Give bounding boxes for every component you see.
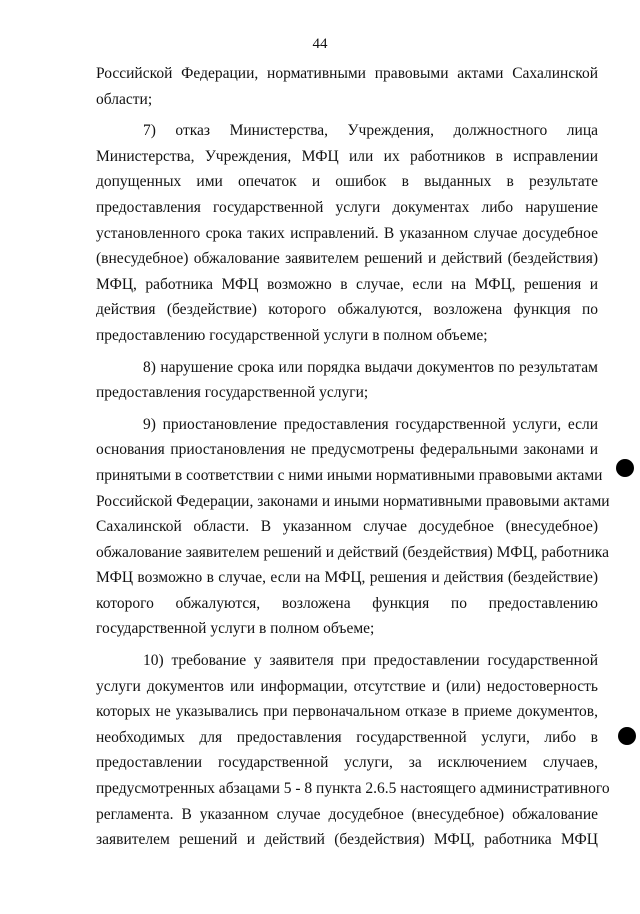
text-line: услуги документов или информации, отсутствие и (или) недостоверность — [96, 677, 598, 695]
text-line: 8) нарушение срока или порядка выдачи документов по результатам — [143, 358, 598, 376]
text-line: допущенных ими опечаток и ошибок в выданных в результате — [96, 173, 598, 191]
text-line: 9) приостановление предоставления государственной услуги, если — [143, 415, 598, 433]
text-line: государственной услуги в полном объеме; — [96, 620, 375, 638]
text-line: Российской Федерации, нормативными правовыми актами Сахалинской — [96, 65, 598, 82]
text-line: Российской Федерации, законами и иными нормативными правовыми актами — [96, 492, 610, 510]
text-line: обжалование заявителем решений и действий (бездействия) МФЦ, работника — [96, 543, 609, 561]
punch-hole-mark — [618, 727, 636, 745]
text-line: которого обжалуются, возложена функция по предоставлению — [96, 594, 598, 612]
punch-hole-mark — [616, 459, 634, 477]
text-line: (внесудебное) обжалование заявителем решений и действий (бездействия) — [96, 250, 598, 268]
text-line: 10) требование у заявителя при предоставлении государственной — [143, 652, 598, 670]
text-line: принятыми в соответствии с ними иными нормативными правовыми актами — [96, 466, 603, 484]
text-line: области; — [96, 90, 153, 108]
text-line: установленного срока таких исправлений. В указанном случае досудебное — [96, 224, 598, 242]
text-line: МФЦ, работника МФЦ возможно в случае, если на МФЦ, решения и — [96, 275, 598, 293]
text-line: МФЦ возможно в случае, если на МФЦ, решения и действия (бездействие) — [96, 569, 598, 587]
text-line: которых не указывались при первоначальном отказе в приеме документов, — [96, 703, 598, 721]
text-line: предоставлении государственной услуги, за исключением случаев, — [96, 754, 598, 772]
page-number: 44 — [312, 36, 328, 52]
text-line: основания приостановления не предусмотрены федеральными законами и — [96, 441, 598, 459]
text-line: Министерства, Учреждения, МФЦ или их работников в исправлении — [96, 147, 598, 165]
text-line: 7) отказ Министерства, Учреждения, должностного лица — [143, 122, 598, 140]
text-line: заявителем решений и действий (бездействия) МФЦ, работника МФЦ — [96, 831, 598, 849]
text-line: действия (бездействие) которого обжалуются, возложена функция по — [96, 301, 598, 319]
text-line: Сахалинской области. В указанном случае досудебное (внесудебное) — [96, 518, 598, 536]
text-line: предоставления государственной услуги; — [96, 384, 369, 402]
document-body — [96, 61, 610, 853]
text-line: предоставления государственной услуги документах либо нарушение — [96, 198, 598, 216]
text-line: предусмотренных абзацами 5 - 8 пункта 2.6.5 настоящего административного — [96, 780, 610, 798]
text-line: необходимых для предоставления государственной услуги, либо в — [96, 728, 598, 746]
text-line: регламента. В указанном случае досудебное (внесудебное) обжалование — [96, 805, 598, 823]
text-line: предоставлению государственной услуги в полном объеме; — [96, 326, 488, 344]
